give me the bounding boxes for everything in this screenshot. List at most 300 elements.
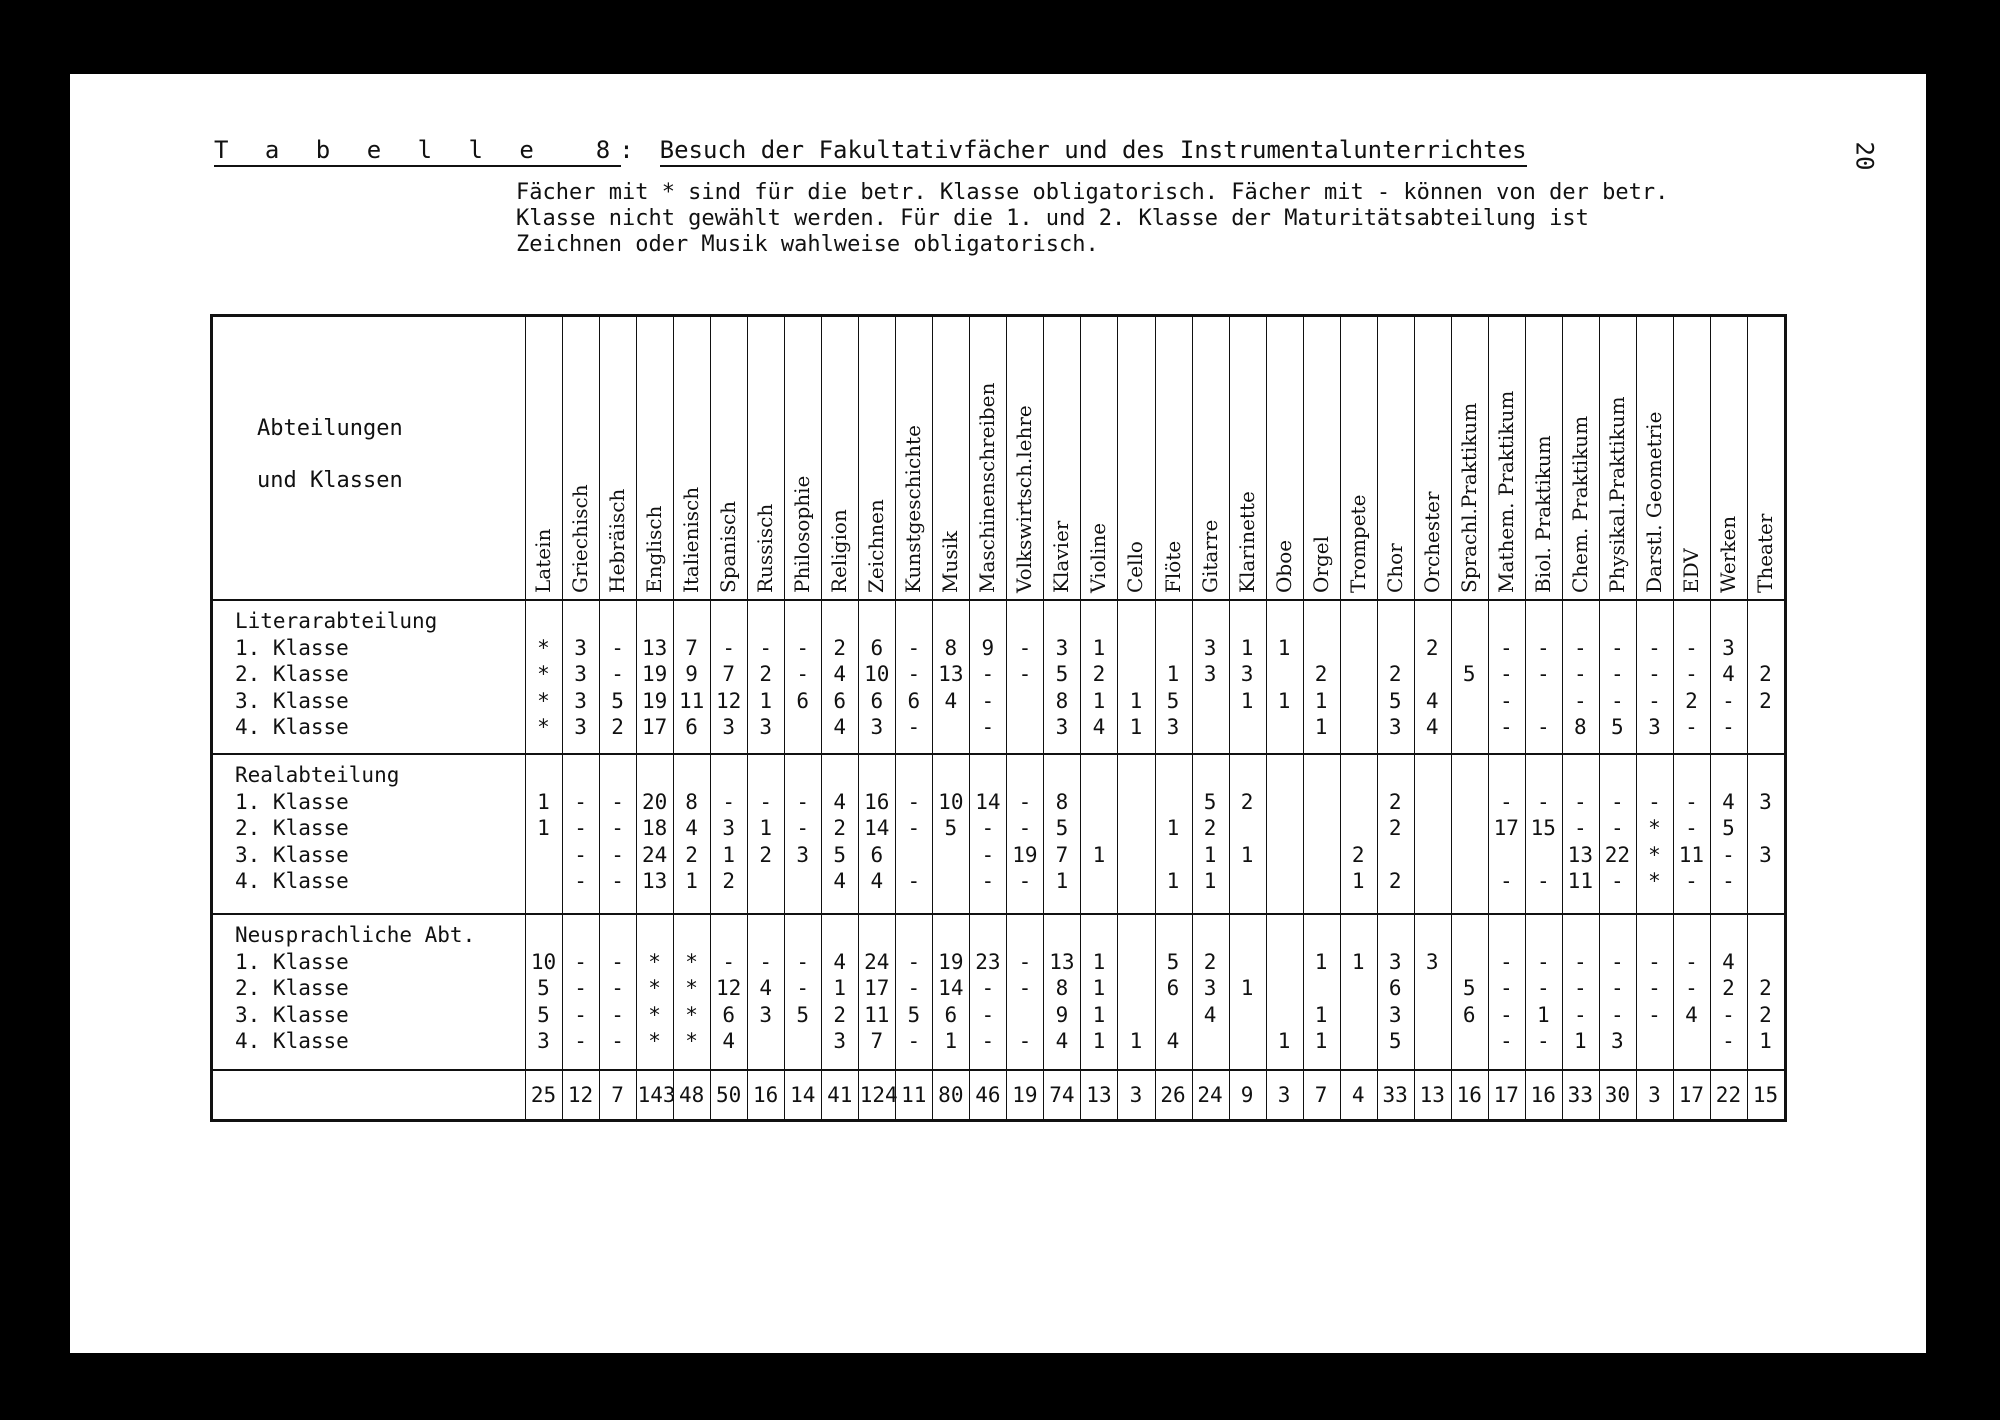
table-cell: - <box>1722 1029 1735 1053</box>
table-cell: * <box>537 662 550 686</box>
table-cell: - <box>1611 688 1624 713</box>
table-cell: - <box>981 1002 995 1027</box>
table-label: T a b e l l e 8 <box>214 136 621 167</box>
total-cell: 7 <box>1314 1083 1328 1107</box>
table-cell: 2 <box>1425 635 1439 660</box>
table-cell: 5 <box>944 816 958 840</box>
column-header: Chem. Praktikum <box>1567 415 1592 593</box>
table-cell: - <box>1648 949 1661 974</box>
table-cell: - <box>1722 715 1735 739</box>
table-cell: 7 <box>722 662 735 686</box>
table-cell: - <box>796 816 810 840</box>
table-cell: 2 <box>1203 949 1217 974</box>
row-label: 1. Klasse <box>235 635 349 660</box>
column-header: Religion <box>827 509 852 593</box>
table-cell: - <box>1685 949 1698 974</box>
table-cell: - <box>796 789 810 814</box>
row-label: 2. Klasse <box>235 662 349 686</box>
table-cell: 4 <box>870 869 884 893</box>
table-cell: - <box>981 688 995 713</box>
column-header: Trompete <box>1345 494 1370 593</box>
table-cell: - <box>1574 949 1587 974</box>
table-cell: 5 <box>833 842 847 867</box>
table-cell: - <box>1018 816 1032 840</box>
table-cell: 17 <box>1493 816 1519 840</box>
table-cell: - <box>1499 662 1513 686</box>
table-cell: - <box>1499 869 1513 893</box>
table-cell: 6 <box>907 688 921 713</box>
table-cell: * <box>537 688 550 713</box>
table-cell: 4 <box>1722 949 1735 974</box>
column-divider <box>1266 317 1267 1119</box>
column-header: Cello <box>1123 541 1148 593</box>
table-cell: - <box>722 635 735 660</box>
table-cell: 5 <box>1203 789 1217 814</box>
table-cell: - <box>1722 1002 1735 1027</box>
table-cell: 5 <box>537 1002 550 1027</box>
table-cell: 2 <box>722 869 735 893</box>
table-cell: 4 <box>1092 715 1106 739</box>
table-cell: 1 <box>1759 1029 1772 1053</box>
table-cell: - <box>1648 662 1661 686</box>
table-cell: 3 <box>1240 662 1254 686</box>
table-cell: 24 <box>641 842 668 867</box>
table-cell: 23 <box>975 949 1001 974</box>
row-label: 3. Klasse <box>235 1002 349 1027</box>
table-cell: 1 <box>1240 688 1254 713</box>
table-cell: 2 <box>1351 842 1365 867</box>
table-cell: 17 <box>864 976 890 1000</box>
row-label: 4. Klasse <box>235 869 349 893</box>
column-header: Darstl. Geometrie <box>1641 411 1666 593</box>
column-header: Orchester <box>1419 491 1444 593</box>
table-cell: - <box>907 789 921 814</box>
table-cell: * <box>1648 842 1661 867</box>
table-cell: 1 <box>537 816 550 840</box>
table-cell: 1 <box>1166 816 1180 840</box>
table-cell: - <box>1574 688 1587 713</box>
table-cell: 2 <box>833 816 847 840</box>
total-cell: 9 <box>1240 1083 1254 1107</box>
table-cell: - <box>574 949 587 974</box>
total-cell: 13 <box>1086 1083 1112 1107</box>
table-cell: 3 <box>833 1029 847 1053</box>
table-cell: - <box>1574 662 1587 686</box>
corner-label-line: Abteilungen <box>257 416 403 441</box>
table-cell: - <box>1536 789 1550 814</box>
table-cell: - <box>1574 789 1587 814</box>
total-cell: 22 <box>1715 1083 1742 1107</box>
table-cell: - <box>611 1029 624 1053</box>
table-cell: 5 <box>611 688 624 713</box>
column-header: Kunstgeschichte <box>901 425 926 593</box>
table-cell: - <box>981 715 995 739</box>
table-cell: 13 <box>1049 949 1075 974</box>
table-cell: 4 <box>1203 1002 1217 1027</box>
total-cell: 15 <box>1752 1083 1779 1107</box>
table-cell: 3 <box>1648 715 1661 739</box>
table-cell: 4 <box>1722 662 1735 686</box>
total-cell: 33 <box>1382 1083 1408 1107</box>
table-cell: - <box>907 1029 921 1053</box>
table-cell: - <box>1648 976 1661 1000</box>
table-cell: - <box>574 816 587 840</box>
table-cell: - <box>1574 635 1587 660</box>
table-cell: - <box>796 949 810 974</box>
column-header: Flöte <box>1160 540 1185 593</box>
table-cell: - <box>1648 1002 1661 1027</box>
table-cell: - <box>1536 662 1550 686</box>
table-cell: 4 <box>685 816 698 840</box>
table-cell: 1 <box>1314 1002 1328 1027</box>
column-header: Spanisch <box>716 500 741 593</box>
table-cell: - <box>611 1002 624 1027</box>
table-cell: 1 <box>685 869 698 893</box>
total-cell: 3 <box>1129 1083 1143 1107</box>
table-cell: - <box>1018 869 1032 893</box>
table-cell: 24 <box>864 949 890 974</box>
table-cell: - <box>981 976 995 1000</box>
note-line: Fächer mit * sind für die betr. Klasse obligatorisch. Fächer mit - können von der betr. <box>516 180 1669 205</box>
table-cell: - <box>1685 662 1698 686</box>
table-cell: - <box>1685 869 1698 893</box>
table-cell: 3 <box>1425 949 1439 974</box>
table-cell: - <box>796 976 810 1000</box>
table-cell: - <box>574 842 587 867</box>
page-number: 20 <box>1850 141 1879 171</box>
table-cell: - <box>574 1029 587 1053</box>
table-cell: 3 <box>1611 1029 1624 1053</box>
table-cell: 6 <box>796 688 810 713</box>
table-cell: * <box>648 949 661 974</box>
total-cell: 13 <box>1419 1083 1445 1107</box>
table-cell: 3 <box>1055 635 1069 660</box>
table-cell: - <box>1611 869 1624 893</box>
column-header: Maschinenschreiben <box>975 382 1000 593</box>
row-label: 1. Klasse <box>235 789 349 814</box>
table-cell: 13 <box>1567 842 1593 867</box>
table-cell: - <box>1611 789 1624 814</box>
table-cell: - <box>1611 949 1624 974</box>
table-cell: - <box>759 949 773 974</box>
table-cell: * <box>648 976 661 1000</box>
table-cell: 13 <box>641 635 668 660</box>
table-cell: 5 <box>1462 662 1476 686</box>
total-cell: 80 <box>938 1083 964 1107</box>
table-cell: * <box>685 1029 698 1053</box>
table-cell: 1 <box>1574 1029 1587 1053</box>
total-cell: 25 <box>530 1083 557 1107</box>
table-cell: 1 <box>1129 715 1143 739</box>
table-cell: 1 <box>1092 688 1106 713</box>
table-cell: 2 <box>1759 1002 1772 1027</box>
table-cell: - <box>1499 1002 1513 1027</box>
total-cell: 19 <box>1012 1083 1038 1107</box>
table-cell: 10 <box>530 949 557 974</box>
table-cell: 4 <box>833 789 847 814</box>
table-cell: 1 <box>1055 869 1069 893</box>
table-cell: 11 <box>1678 842 1705 867</box>
table-cell: * <box>648 1029 661 1053</box>
table-cell: 2 <box>1759 976 1772 1000</box>
table-cell: * <box>685 976 698 1000</box>
table-cell: 1 <box>1092 949 1106 974</box>
table-cell: 4 <box>1055 1029 1069 1053</box>
row-label: 4. Klasse <box>235 1029 349 1053</box>
total-cell: 16 <box>1456 1083 1482 1107</box>
column-header: Physikal.Praktikum <box>1604 396 1629 593</box>
table-cell: 3 <box>1759 842 1772 867</box>
table-cell: - <box>759 789 773 814</box>
column-header: Griechisch <box>568 484 593 593</box>
table-cell: - <box>1018 789 1032 814</box>
table-cell: - <box>1499 789 1513 814</box>
table-cell: 2 <box>1685 688 1698 713</box>
table-cell: 2 <box>1314 662 1328 686</box>
table-cell: - <box>981 869 995 893</box>
table-cell: 5 <box>1722 816 1735 840</box>
row-divider <box>213 1069 1784 1071</box>
table-cell: 1 <box>1092 1002 1106 1027</box>
table-cell: 8 <box>944 635 958 660</box>
table-cell: * <box>1648 869 1661 893</box>
table-cell: 13 <box>938 662 964 686</box>
column-header: Italienisch <box>679 486 704 593</box>
table-cell: 3 <box>1203 662 1217 686</box>
table-cell: - <box>1018 662 1032 686</box>
table-cell: 7 <box>685 635 698 660</box>
table-cell: - <box>1499 949 1513 974</box>
table-cell: 8 <box>1055 976 1069 1000</box>
table-cell: 5 <box>1166 688 1180 713</box>
table-cell: 6 <box>685 715 698 739</box>
table-cell: - <box>907 976 921 1000</box>
table-cell: 4 <box>833 869 847 893</box>
table-cell: 19 <box>1012 842 1038 867</box>
table-cell: - <box>1018 635 1032 660</box>
table-cell: 4 <box>1425 688 1439 713</box>
table-cell: - <box>1648 789 1661 814</box>
table-cell: 1 <box>722 842 735 867</box>
table-cell: 3 <box>1388 949 1402 974</box>
table-cell: 2 <box>833 635 847 660</box>
document-page <box>70 74 1926 1353</box>
table-cell: 3 <box>1166 715 1180 739</box>
column-header: Mathem. Praktikum <box>1493 390 1518 593</box>
table-cell: 16 <box>864 789 890 814</box>
table-cell: - <box>611 635 624 660</box>
table-cell: 3 <box>574 715 587 739</box>
column-header: Violine <box>1086 522 1111 593</box>
table-cell: - <box>796 635 810 660</box>
table-cell: 2 <box>1240 789 1254 814</box>
table-cell: 1 <box>1277 635 1291 660</box>
table-cell: - <box>574 869 587 893</box>
table-cell: 4 <box>944 688 958 713</box>
table-cell: 8 <box>1055 789 1069 814</box>
column-header: Orgel <box>1308 536 1333 593</box>
table-cell: 1 <box>1240 842 1254 867</box>
column-header: Klarinette <box>1234 491 1259 593</box>
table-cell: 2 <box>759 662 773 686</box>
table-cell: * <box>648 1002 661 1027</box>
corner-label <box>257 403 403 507</box>
table-cell: 11 <box>678 688 705 713</box>
table-cell: 3 <box>1203 976 1217 1000</box>
table-cell: - <box>1722 842 1735 867</box>
table-cell: 5 <box>796 1002 810 1027</box>
table-cell: 19 <box>641 662 668 686</box>
table-cell: - <box>1648 688 1661 713</box>
table-cell: 1 <box>1092 635 1106 660</box>
table-cell: - <box>1536 1029 1550 1053</box>
table-cell: 5 <box>1055 662 1069 686</box>
data-table <box>210 314 1787 1122</box>
table-cell: - <box>574 1002 587 1027</box>
table-cell: 3 <box>1203 635 1217 660</box>
table-cell: 9 <box>685 662 698 686</box>
column-header: Werken <box>1715 515 1740 593</box>
table-cell: 3 <box>574 662 587 686</box>
column-header: Volkswirtsch.lehre <box>1012 405 1037 593</box>
table-cell: 1 <box>1240 976 1254 1000</box>
table-cell: 6 <box>1388 976 1402 1000</box>
table-cell: 1 <box>1351 869 1365 893</box>
table-cell: - <box>1611 976 1624 1000</box>
table-cell: - <box>907 635 921 660</box>
table-label-colon: : <box>619 136 634 164</box>
table-cell: 4 <box>1425 715 1439 739</box>
note-line: Zeichnen oder Musik wahlweise obligatorisch. <box>516 232 1099 257</box>
table-cell: 1 <box>1166 662 1180 686</box>
table-cell: - <box>907 816 921 840</box>
total-cell: 50 <box>716 1083 742 1107</box>
table-cell: - <box>1574 976 1587 1000</box>
table-cell: * <box>685 949 698 974</box>
table-cell: - <box>1574 1002 1587 1027</box>
table-cell: 1 <box>1536 1002 1550 1027</box>
table-cell: 1 <box>1203 869 1217 893</box>
group-label: Neusprachliche Abt. <box>235 923 476 947</box>
total-cell: 4 <box>1351 1083 1365 1107</box>
table-cell: 1 <box>1092 1029 1106 1053</box>
column-header: Theater <box>1752 513 1777 593</box>
table-cell: - <box>907 715 921 739</box>
table-cell: - <box>1722 869 1735 893</box>
total-cell: 74 <box>1049 1083 1075 1107</box>
table-cell: - <box>1536 635 1550 660</box>
row-label: 4. Klasse <box>235 715 349 739</box>
table-cell: - <box>759 635 773 660</box>
total-cell: 26 <box>1160 1083 1186 1107</box>
table-cell: 5 <box>1166 949 1180 974</box>
table-cell: 4 <box>1166 1029 1180 1053</box>
table-cell: - <box>1018 949 1032 974</box>
row-label: 1. Klasse <box>235 949 349 974</box>
column-header: Russisch <box>753 503 778 593</box>
table-cell: - <box>907 949 921 974</box>
row-label: 2. Klasse <box>235 816 349 840</box>
table-cell: - <box>722 789 735 814</box>
table-cell: - <box>1018 976 1032 1000</box>
total-cell: 48 <box>678 1083 705 1107</box>
table-cell: 3 <box>1759 789 1772 814</box>
total-cell: 16 <box>753 1083 779 1107</box>
table-cell: - <box>907 869 921 893</box>
table-cell: - <box>1574 816 1587 840</box>
table-cell: 9 <box>1055 1002 1069 1027</box>
table-cell: - <box>1536 715 1550 739</box>
table-cell: 3 <box>1388 715 1402 739</box>
table-cell: 1 <box>1092 976 1106 1000</box>
table-cell: - <box>1499 688 1513 713</box>
table-cell: 22 <box>1604 842 1630 867</box>
table-title <box>214 136 1527 167</box>
table-cell: 13 <box>641 869 668 893</box>
total-cell: 12 <box>567 1083 594 1107</box>
total-cell: 24 <box>1197 1083 1223 1107</box>
table-cell: 14 <box>864 816 890 840</box>
table-cell: 2 <box>1759 662 1772 686</box>
table-cell: 3 <box>1388 1002 1402 1027</box>
table-cell: 17 <box>641 715 668 739</box>
table-cell: - <box>981 816 995 840</box>
table-cell: 4 <box>833 715 847 739</box>
table-cell: 1 <box>537 789 550 814</box>
row-divider <box>213 753 1784 755</box>
column-header: Philosophie <box>790 475 815 593</box>
total-cell: 11 <box>901 1083 927 1107</box>
table-cell: 3 <box>1722 635 1735 660</box>
table-cell: * <box>537 635 550 660</box>
table-cell: - <box>1685 715 1698 739</box>
table-cell: 8 <box>1055 688 1069 713</box>
table-cell: 3 <box>537 1029 550 1053</box>
table-cell: * <box>537 715 550 739</box>
total-cell: 33 <box>1567 1083 1593 1107</box>
total-cell: 124 <box>859 1083 898 1107</box>
column-header: Klavier <box>1049 520 1074 593</box>
total-cell: 46 <box>975 1083 1001 1107</box>
row-label: 2. Klasse <box>235 976 349 1000</box>
table-cell: 1 <box>1314 688 1328 713</box>
table-cell: 3 <box>722 816 735 840</box>
total-cell: 16 <box>1530 1083 1556 1107</box>
table-cell: 11 <box>1567 869 1593 893</box>
table-cell: 1 <box>1314 1029 1328 1053</box>
total-cell: 3 <box>1277 1083 1291 1107</box>
total-cell: 14 <box>790 1083 816 1107</box>
table-cell: 1 <box>1129 1029 1143 1053</box>
table-cell: 18 <box>641 816 668 840</box>
table-cell: 10 <box>938 789 964 814</box>
table-cell: - <box>981 842 995 867</box>
table-cell: 2 <box>685 842 698 867</box>
table-cell: 3 <box>722 715 735 739</box>
table-cell: - <box>611 816 624 840</box>
table-cell: - <box>1722 688 1735 713</box>
table-cell: 1 <box>1240 635 1254 660</box>
table-cell: - <box>1499 715 1513 739</box>
table-cell: 1 <box>1314 715 1328 739</box>
table-cell: 6 <box>1462 1002 1476 1027</box>
table-cell: - <box>1536 869 1550 893</box>
table-cell: 3 <box>759 715 773 739</box>
table-cell: 3 <box>1055 715 1069 739</box>
table-cell: 8 <box>685 789 698 814</box>
table-cell: 1 <box>1129 688 1143 713</box>
column-header: Latein <box>531 528 555 593</box>
